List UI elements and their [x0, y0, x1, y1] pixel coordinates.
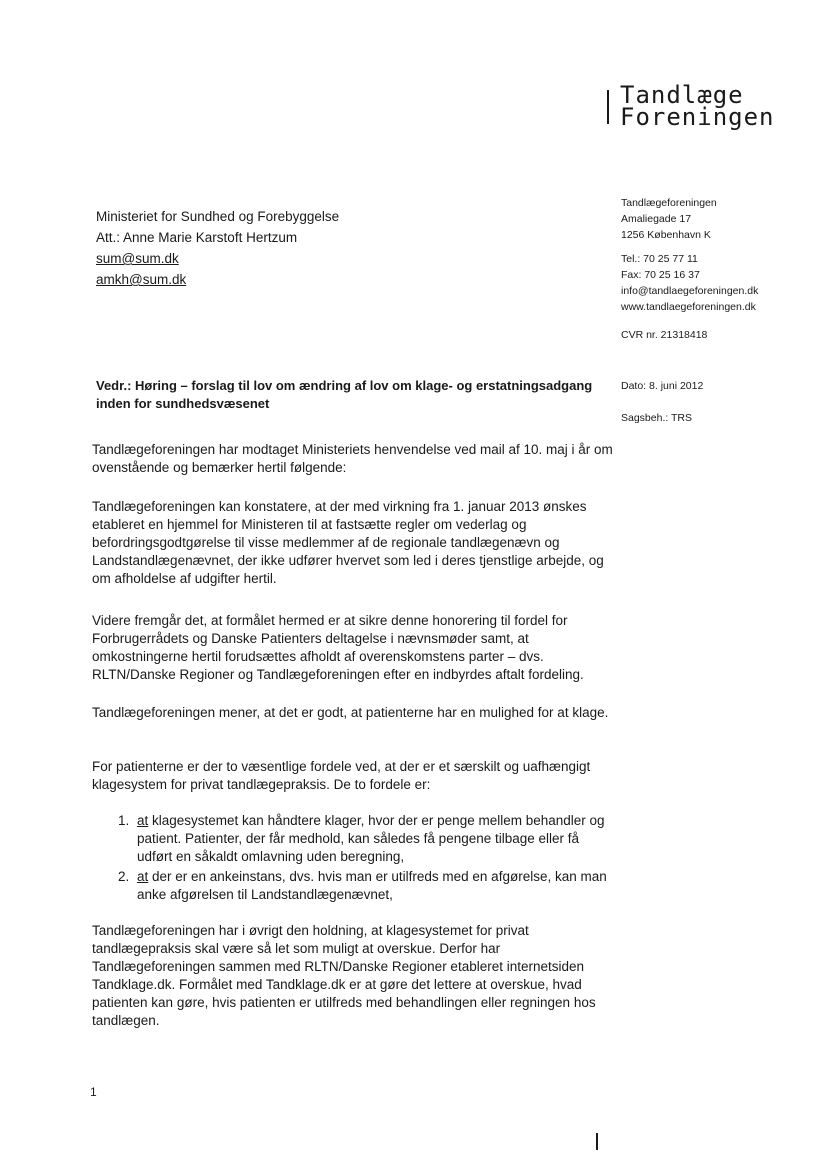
list-item: 2. at der er en ankeinstans, dvs. hvis man er utilfreds med en afgørelse, kan man anke afgørelsen til Landstandlægenævnet, — [118, 869, 607, 902]
recipient-address-block — [96, 206, 339, 290]
sender-cvr: CVR nr. 21318418 — [621, 329, 708, 341]
recipient-ministry: Ministeriet for Sundhed og Forebyggelse — [96, 209, 340, 224]
list-number: 2. — [118, 869, 130, 884]
recipient-attention: Att.: Anne Marie Karstoft Hertzum — [96, 230, 298, 245]
organization-logo — [620, 81, 775, 131]
sender-street: Amaliegade 17 — [621, 213, 692, 225]
sender-email: info@tandlaegeforeningen.dk — [621, 285, 759, 297]
sender-fax: Fax: 70 25 16 37 — [621, 269, 700, 281]
recipient-email-link-1[interactable]: sum@sum.dk — [96, 251, 179, 266]
logo-divider — [607, 90, 609, 124]
sender-city: 1256 København K — [621, 229, 711, 241]
sender-address-block — [621, 195, 821, 343]
letter-date: Dato: 8. juni 2012 — [621, 380, 704, 392]
body-paragraph-2: Tandlægeforeningen kan konstatere, at der med virkning fra 1. januar 2013 ønskes etableret en hjemmel for Ministeren til at fastsætte regler om vederlag og befordringsgodtgørelse til visse medlemmer af de regionale tandlægenævn og Landstandlægenævnet, der ikke udfører hvervet som led i deres tjenstlige arbejde, og om afholdelse af udgifter hertil. — [92, 499, 604, 586]
body-paragraph-1: Tandlægeforeningen har modtaget Ministeriets henvendelse ved mail af 10. maj i år om ovenstående og bemærker hertil følgende: — [92, 442, 613, 475]
body-paragraph-4: Tandlægeforeningen mener, at det er godt, at patienterne har en mulighed for at klage. — [92, 705, 609, 720]
list-number: 1. — [118, 813, 130, 828]
sender-web: www.tandlaegeforeningen.dk — [621, 301, 756, 313]
scan-mark — [596, 1133, 598, 1150]
sender-name: Tandlægeforeningen — [621, 197, 717, 209]
letter-subject: Vedr.: Høring – forslag til lov om ændring af lov om klage- og erstatningsadgang inden for sundhedsvæsenet — [96, 378, 593, 411]
recipient-email-link-2[interactable]: amkh@sum.dk — [96, 272, 187, 287]
body-paragraph-5: For patienterne er der to væsentlige fordele ved, at der er et særskilt og uafhængigt klagesystem for privat tandlægepraksis. De to fordele er: — [92, 759, 591, 792]
list-item: 1. at klagesystemet kan håndtere klager, hvor der er penge mellem behandler og patient. Patienter, der får medhold, kan således få pengene tilbage eller få udført en såkaldt omlavning uden beregning, — [118, 813, 605, 864]
advantages-list — [118, 812, 618, 906]
body-paragraph-6: Tandlægeforeningen har i øvrigt den holdning, at klagesystemet for privat tandlægepraksis skal være så let som muligt at overskue. Derfor har Tandlægeforeningen sammen med RLTN/Danske Regioner etableret internetsiden Tandklage.dk. Formålet med Tandklage.dk er at gøre det lettere at overskue, hvad patienten kan gøre, hvis patienten er utilfreds med behandlingen eller regningen hos tandlægen. — [92, 923, 596, 1028]
case-handler: Sagsbeh.: TRS — [621, 412, 693, 424]
sender-tel: Tel.: 70 25 77 11 — [621, 253, 698, 265]
logo-line-1: Tandlæge — [620, 81, 744, 109]
page-number: 1 — [90, 1085, 97, 1099]
logo-line-2: Foreningen — [620, 103, 775, 131]
body-paragraph-3: Videre fremgår det, at formålet hermed er at sikre denne honorering til fordel for Forbrugerrådets og Danske Patienters deltagelse i nævnsmøder samt, at omkostningerne hertil forudsættes afholdt af overenskomstens parter – dvs. RLTN/Danske Regioner og Tandlægeforeningen efter en indbyrdes aftalt fordeling. — [92, 613, 584, 682]
